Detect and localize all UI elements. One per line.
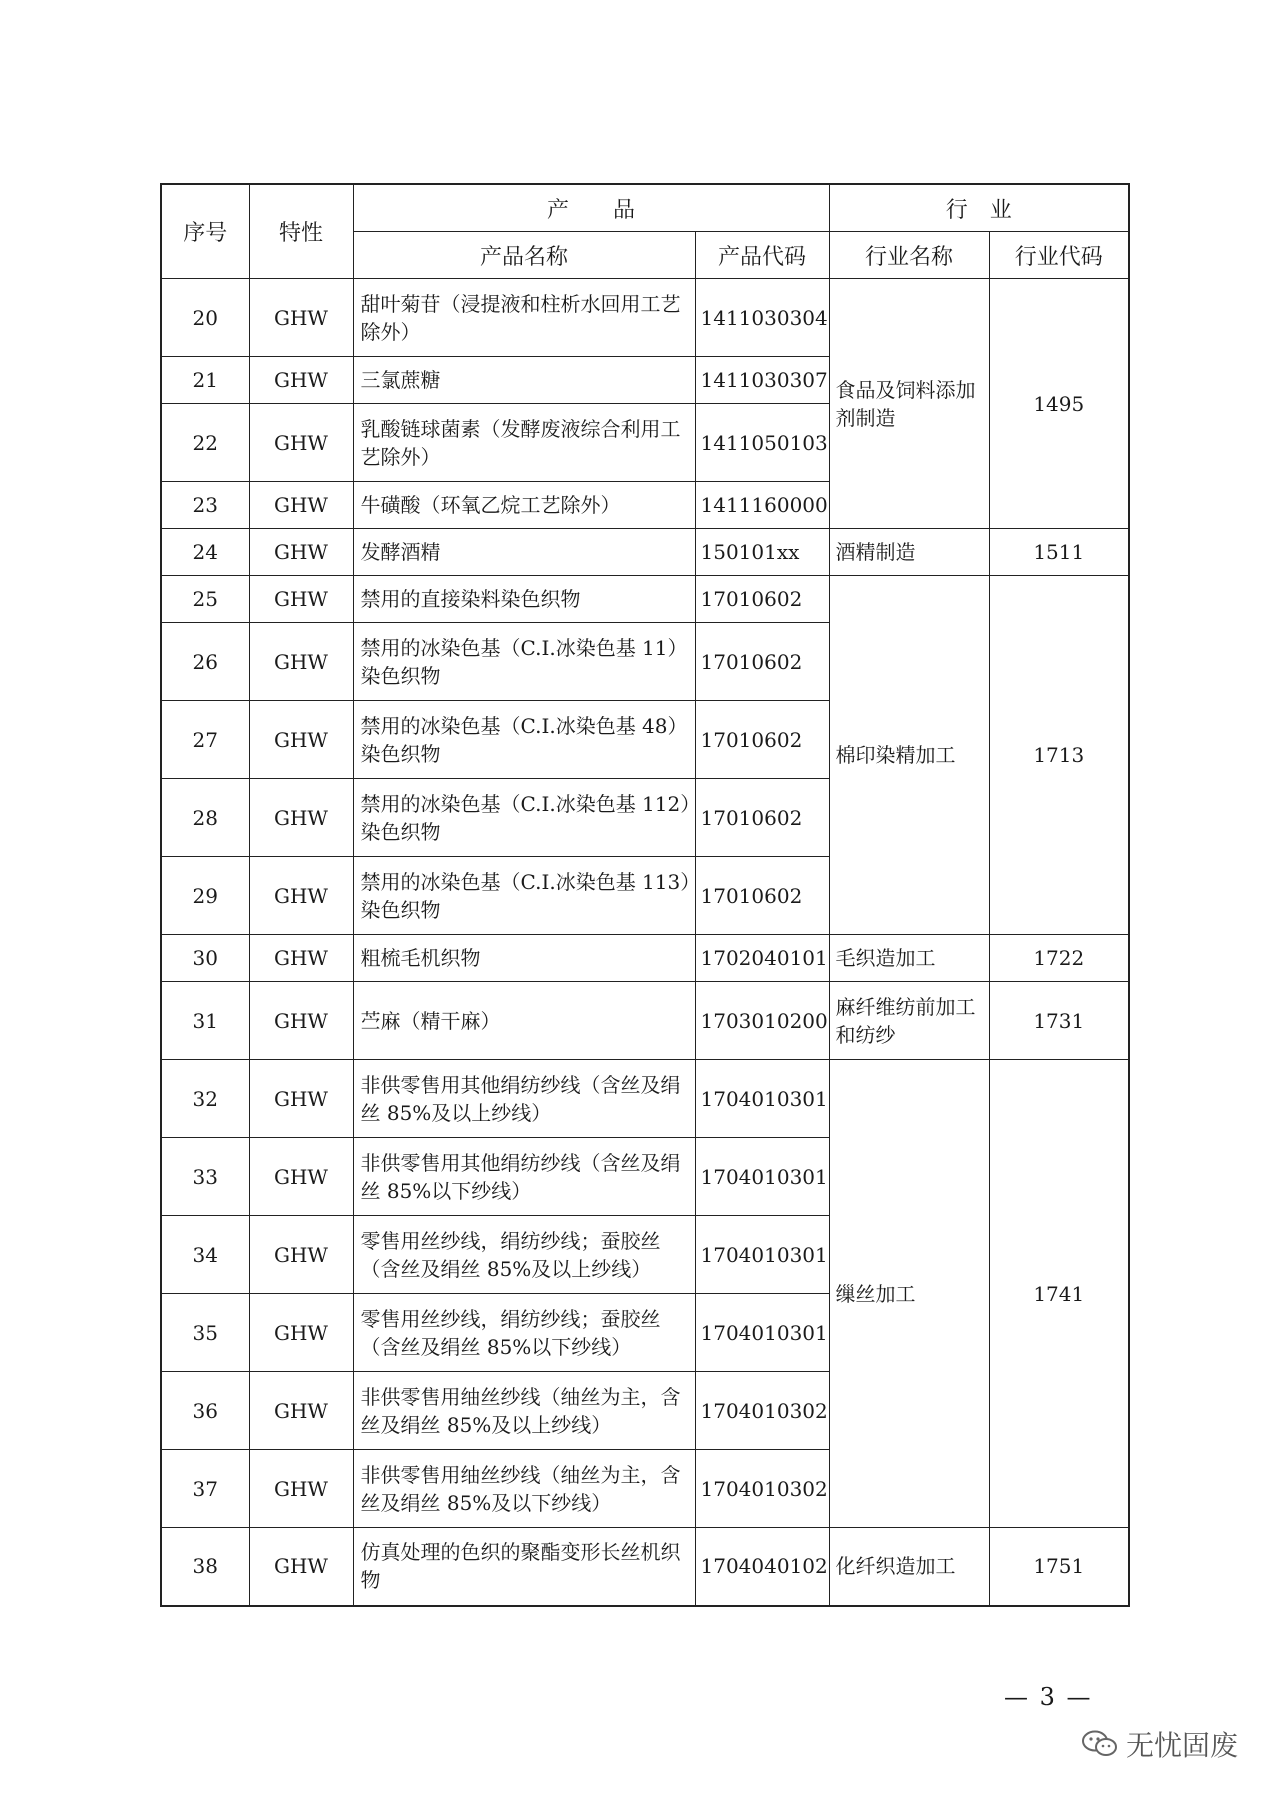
row-attr: GHW [249, 857, 353, 935]
industry-name-cell: 缫丝加工 [829, 1060, 989, 1528]
industry-code-cell: 1731 [989, 982, 1129, 1060]
industry-name-cell: 化纤织造加工 [829, 1528, 989, 1606]
row-product-code: 150101xx [695, 529, 829, 576]
header-product-name: 产品名称 [353, 232, 695, 279]
industry-name-cell: 酒精制造 [829, 529, 989, 576]
industry-code-cell: 1495 [989, 279, 1129, 529]
header-industry-code: 行业代码 [989, 232, 1129, 279]
header-industry-name: 行业名称 [829, 232, 989, 279]
industry-code-cell: 1722 [989, 935, 1129, 982]
row-seq: 30 [161, 935, 249, 982]
row-seq: 24 [161, 529, 249, 576]
row-attr: GHW [249, 357, 353, 404]
row-product-name: 禁用的冰染色基（C.I.冰染色基 112）染色织物 [353, 779, 695, 857]
table-row [161, 1528, 1129, 1606]
row-product-name: 禁用的冰染色基（C.I.冰染色基 113）染色织物 [353, 857, 695, 935]
row-product-code: 1704010301 [695, 1216, 829, 1294]
row-seq: 34 [161, 1216, 249, 1294]
row-product-name: 发酵酒精 [353, 529, 695, 576]
industry-code-cell: 1741 [989, 1060, 1129, 1528]
row-product-name: 非供零售用其他绢纺纱线（含丝及绢丝 85%及以上纱线） [353, 1060, 695, 1138]
row-product-name: 乳酸链球菌素（发酵废液综合利用工艺除外） [353, 404, 695, 482]
header-seq: 序号 [161, 184, 249, 279]
row-product-name: 禁用的冰染色基（C.I.冰染色基 48）染色织物 [353, 701, 695, 779]
row-product-name: 非供零售用䌷丝纱线（䌷丝为主，含丝及绢丝 85%及以下纱线） [353, 1450, 695, 1528]
row-attr: GHW [249, 529, 353, 576]
table-row [161, 935, 1129, 982]
row-product-code: 1704010301 [695, 1060, 829, 1138]
row-seq: 37 [161, 1450, 249, 1528]
row-seq: 28 [161, 779, 249, 857]
industry-name-cell: 毛织造加工 [829, 935, 989, 982]
product-industry-table [160, 183, 1130, 1607]
industry-code-cell: 1713 [989, 576, 1129, 935]
row-product-code: 17010602 [695, 857, 829, 935]
row-attr: GHW [249, 779, 353, 857]
row-attr: GHW [249, 623, 353, 701]
industry-code-cell: 1751 [989, 1528, 1129, 1606]
row-product-code: 1704010302 [695, 1372, 829, 1450]
row-product-name: 非供零售用䌷丝纱线（䌷丝为主，含丝及绢丝 85%及以上纱线） [353, 1372, 695, 1450]
row-attr: GHW [249, 404, 353, 482]
row-seq: 35 [161, 1294, 249, 1372]
row-attr: GHW [249, 935, 353, 982]
row-attr: GHW [249, 982, 353, 1060]
table-row [161, 1060, 1129, 1138]
watermark [1080, 1724, 1238, 1764]
row-seq: 36 [161, 1372, 249, 1450]
row-product-code: 1704010301 [695, 1294, 829, 1372]
row-attr: GHW [249, 1450, 353, 1528]
row-attr: GHW [249, 1372, 353, 1450]
industry-code-cell: 1511 [989, 529, 1129, 576]
header-industry-group: 行 业 [829, 184, 1129, 232]
table-row [161, 982, 1129, 1060]
industry-name-cell: 棉印染精加工 [829, 576, 989, 935]
row-product-code: 1704010302 [695, 1450, 829, 1528]
header-product-group: 产 品 [353, 184, 829, 232]
row-product-code: 1704040102 [695, 1528, 829, 1606]
industry-name-cell: 食品及饲料添加剂制造 [829, 279, 989, 529]
row-product-name: 甜叶菊苷（浸提液和柱析水回用工艺除外） [353, 279, 695, 357]
row-attr: GHW [249, 1216, 353, 1294]
row-attr: GHW [249, 1060, 353, 1138]
row-attr: GHW [249, 1528, 353, 1606]
row-seq: 21 [161, 357, 249, 404]
row-seq: 27 [161, 701, 249, 779]
row-product-name: 零售用丝纱线，绢纺纱线；蚕胶丝（含丝及绢丝 85%以下纱线） [353, 1294, 695, 1372]
row-product-name: 三氯蔗糖 [353, 357, 695, 404]
row-attr: GHW [249, 1138, 353, 1216]
row-attr: GHW [249, 576, 353, 623]
row-seq: 22 [161, 404, 249, 482]
row-seq: 31 [161, 982, 249, 1060]
page-number: — 3 — [1004, 1683, 1093, 1711]
row-seq: 23 [161, 482, 249, 529]
table-row [161, 279, 1129, 357]
row-seq: 33 [161, 1138, 249, 1216]
row-product-name: 非供零售用其他绢纺纱线（含丝及绢丝 85%以下纱线） [353, 1138, 695, 1216]
product-industry-table-container [160, 183, 1128, 1607]
row-seq: 26 [161, 623, 249, 701]
row-seq: 25 [161, 576, 249, 623]
header-product-code: 产品代码 [695, 232, 829, 279]
row-attr: GHW [249, 482, 353, 529]
row-seq: 29 [161, 857, 249, 935]
row-product-name: 牛磺酸（环氧乙烷工艺除外） [353, 482, 695, 529]
watermark-text: 无忧固废 [1126, 1729, 1239, 1762]
header-attr: 特性 [249, 184, 353, 279]
table-row [161, 529, 1129, 576]
row-product-code: 17010602 [695, 779, 829, 857]
row-product-code: 1703010200 [695, 982, 829, 1060]
row-seq: 20 [161, 279, 249, 357]
row-product-code: 17010602 [695, 623, 829, 701]
row-product-name: 禁用的冰染色基（C.I.冰染色基 11）染色织物 [353, 623, 695, 701]
row-product-name: 仿真处理的色织的聚酯变形长丝机织物 [353, 1528, 695, 1606]
row-attr: GHW [249, 701, 353, 779]
row-attr: GHW [249, 1294, 353, 1372]
row-product-name: 粗梳毛机织物 [353, 935, 695, 982]
row-product-name: 禁用的直接染料染色织物 [353, 576, 695, 623]
row-product-code: 1702040101 [695, 935, 829, 982]
row-attr: GHW [249, 279, 353, 357]
row-product-code: 17010602 [695, 576, 829, 623]
row-product-code: 1411050103 [695, 404, 829, 482]
industry-name-cell: 麻纤维纺前加工和纺纱 [829, 982, 989, 1060]
row-product-code: 17010602 [695, 701, 829, 779]
row-product-code: 1704010301 [695, 1138, 829, 1216]
row-seq: 38 [161, 1528, 249, 1606]
row-product-code: 1411030304 [695, 279, 829, 357]
row-product-code: 1411030307 [695, 357, 829, 404]
row-product-code: 1411160000 [695, 482, 829, 529]
wechat-icon [1080, 1729, 1120, 1759]
row-product-name: 苎麻（精干麻） [353, 982, 695, 1060]
row-product-name: 零售用丝纱线，绢纺纱线；蚕胶丝（含丝及绢丝 85%及以上纱线） [353, 1216, 695, 1294]
table-row [161, 576, 1129, 623]
row-seq: 32 [161, 1060, 249, 1138]
